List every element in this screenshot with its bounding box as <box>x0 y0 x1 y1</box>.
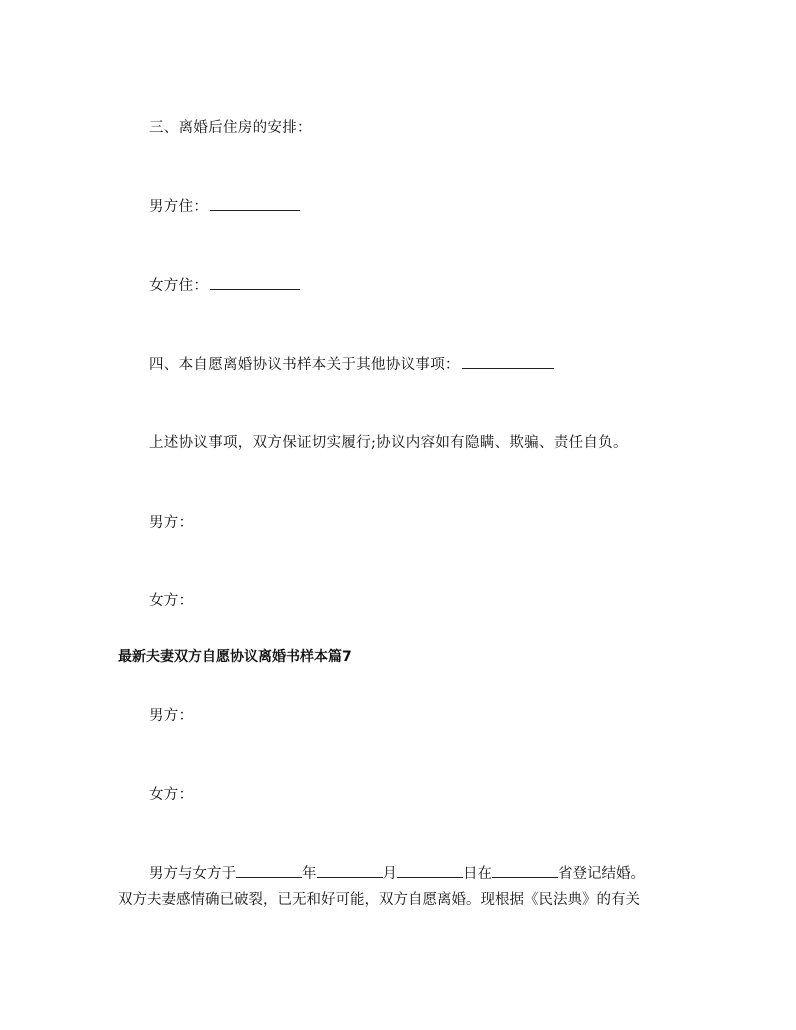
province-label: 省登记结婚。 <box>558 866 645 882</box>
section4-title: 四、本自愿离婚协议书样本关于其他协议事项： <box>149 357 460 373</box>
marriage-paragraph <box>118 861 688 913</box>
section3-title: 三、离婚后住房的安排： <box>149 120 312 136</box>
male-residence-label: 男方住： <box>149 199 209 215</box>
day-label: 日在 <box>463 866 492 882</box>
female-residence-blank <box>210 277 300 290</box>
year-label: 年 <box>302 866 317 882</box>
party-male: 男方： <box>149 708 194 724</box>
section4-line <box>149 356 554 374</box>
month-label: 月 <box>382 866 397 882</box>
party-female: 女方： <box>149 787 194 803</box>
male-residence-line <box>149 198 300 216</box>
year-blank <box>236 865 302 878</box>
day-blank <box>397 865 463 878</box>
statement-text: 上述协议事项，双方保证切实履行;协议内容如有隐瞒、欺骗、责任自负。 <box>149 435 628 451</box>
paragraph-first-line <box>118 861 688 887</box>
other-matters-blank <box>462 356 554 369</box>
female-residence-line <box>149 277 300 295</box>
signature-male: 男方： <box>149 515 194 531</box>
section-heading: 最新夫妻双方自愿协议离婚书样本篇7 <box>118 649 352 665</box>
month-blank <box>317 865 383 878</box>
female-residence-label: 女方住： <box>149 278 209 294</box>
male-residence-blank <box>210 198 300 211</box>
para-start-text: 男方与女方于 <box>149 866 236 882</box>
paragraph-second-line: 双方夫妻感情确已破裂，已无和好可能，双方自愿离婚。现根据《民法典》的有关 <box>118 892 640 908</box>
signature-female: 女方： <box>149 593 194 609</box>
province-blank <box>492 865 558 878</box>
